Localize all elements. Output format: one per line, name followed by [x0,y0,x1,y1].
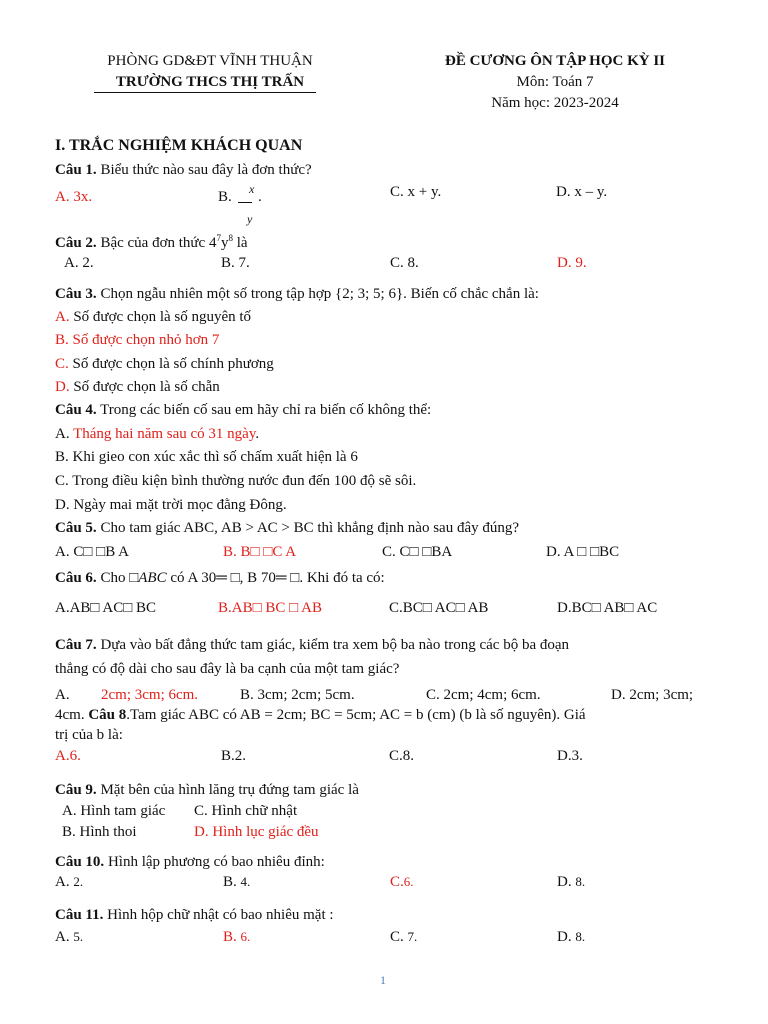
question-label: Câu 3. [55,286,97,302]
q4-option-a [55,426,259,443]
question-text: Bậc của đơn thức 4 [96,235,217,251]
q6-option-b: B.AB□ BC □ AB [218,600,322,616]
option-key: D. [557,929,576,945]
q11-option-b [223,929,250,946]
question-1 [55,162,312,179]
q3-option-d [55,379,220,396]
q1-option-d: D. x – y. [556,184,608,200]
q7-option-b: B. 3cm; 2cm; 5cm. [240,687,355,703]
option-key: D. [557,874,576,890]
option-text: Số được chọn là số chính phương [68,356,274,372]
option-text: 8. [575,874,586,889]
option-end: . [255,426,260,442]
variable: y [220,235,229,251]
q7-option-c: C. 2cm; 4cm; 6cm. [426,687,541,703]
option-key: C. [390,929,408,945]
q9-option-b: B. Hình thoi [62,824,137,840]
q10-option-d [557,874,585,891]
q8-option-a: A.6. [55,748,81,764]
school-name: TRƯỜNG THCS THỊ TRẤN [115,74,305,90]
q2-option-c: C. 8. [390,255,419,271]
q7-option-d-continued: 4cm. [55,707,85,723]
option-text: Số được chọn là số chẵn [69,379,220,395]
q7-option-a-key: A. [55,687,70,703]
question-text: .Tam giác ABC có AB = 2cm; BC = 5cm; AC = b (cm) (b là số nguyên). Giá [126,707,586,723]
q8-option-c: C.8. [389,748,415,764]
q6-option-c: C.BC□ AC□ AB [389,600,489,616]
question-label: Câu 6. [55,570,97,586]
exponent: 8 [228,233,233,243]
option-key: A. [55,309,70,325]
q7-option-a: 2cm; 3cm; 6cm. [101,687,199,703]
question-7 [55,637,569,654]
q11-option-a [55,929,83,946]
option-text: Tháng hai năm sau có 31 ngày [73,426,256,442]
q11-option-d [557,929,585,946]
school-year: Năm học: 2023-2024 [491,95,619,111]
department-name: PHÒNG GD&ĐT VĨNH THUẬN [107,53,313,69]
q4-option-b: B. Khi gieo con xúc xắc thì số chấm xuất hiện là 6 [55,449,358,465]
question-11 [55,907,334,924]
option-text: 6. [403,874,414,889]
option-text: 4. [240,874,251,889]
q6-option-a: A.AB□ AC□ BC [55,600,157,616]
question-label: Câu 2. [55,235,97,251]
option-text: 8. [575,929,586,944]
q9-option-c: C. Hình chữ nhật [194,803,298,819]
question-8-line-2: trị của b là: [55,727,123,743]
q7-option-d: D. 2cm; 3cm; [611,687,694,703]
question-text: Hình hộp chữ nhật có bao nhiêu mặt : [103,907,334,923]
q2-option-b: B. 7. [221,255,250,271]
q9-option-d: D. Hình lục giác đều [194,824,319,840]
option-key: B. [223,929,241,945]
question-text: Cho tam giác ABC, AB > AC > BC thì khẳng định nào sau đây đúng? [96,520,520,536]
question-label: Câu 1. [55,162,97,178]
question-label: Câu 8 [88,707,127,723]
q1-option-c: C. x + y. [390,184,442,200]
q2-option-d: D. 9. [557,255,587,271]
q5-option-b: B. B□ □C A [223,544,297,560]
option-text: 7. [407,929,418,944]
option-label: B. [218,189,232,205]
question-label: Câu 7. [55,637,97,653]
question-6 [55,570,385,587]
q10-option-a [55,874,83,891]
option-key: D. [55,379,70,395]
q8-option-d: D.3. [557,748,583,764]
question-label: Câu 5. [55,520,97,536]
q1-option-b-end: . [258,189,262,205]
q5-option-d: D. A □ □BC [546,544,620,560]
q5-option-c: C. C□ □BA [382,544,453,560]
option-key: A. [55,426,74,442]
fraction-bar [238,202,252,203]
option-text: 2. [73,874,84,889]
question-7-line-2: thẳng có độ dài cho sau đây là ba cạnh của một tam giác? [55,661,400,677]
question-label: Câu 9. [55,782,97,798]
question-text: Biểu thức nào sau đây là đơn thức? [96,162,312,178]
option-text: 5. [73,929,84,944]
question-label: Câu 11. [55,907,104,923]
question-5 [55,520,519,537]
q3-option-c [55,356,274,373]
question-text: Chọn ngẫu nhiên một số trong tập hợp {2; 3; 5; 6}. Biến cố chắc chắn là: [96,286,539,302]
subject-line: Môn: Toán 7 [516,74,594,90]
question-2 [55,233,248,252]
option-key: C. [390,874,404,890]
option-text: 6. [240,929,251,944]
question-10 [55,854,325,871]
q1-option-b [218,189,232,206]
q10-option-b [223,874,250,891]
question-4 [55,402,431,419]
q3-option-b: B. Số được chọn nhỏ hơn 7 [55,332,220,348]
exponent: 7 [216,233,221,243]
q4-option-d: D. Ngày mai mặt trời mọc đằng Đông. [55,497,287,513]
question-text: Cho □ [96,570,139,586]
q10-option-c [390,874,414,891]
option-text: Số được chọn là số nguyên tố [69,309,252,325]
page-number: 1 [380,973,386,987]
section-title: I. TRẮC NGHIỆM KHÁCH QUAN [55,137,303,154]
question-9 [55,782,359,799]
school-underline [94,92,316,93]
option-key: A. [55,929,74,945]
question-text-end: có A 30═ □, B 70═ □. Khi đó ta có: [166,570,385,586]
question-3 [55,286,539,303]
question-text-end: là [232,235,248,251]
question-text: Hình lập phương có bao nhiêu đỉnh: [104,854,325,870]
q1-option-a: A. 3x. [55,189,93,205]
option-key: B. [223,874,241,890]
q9-option-a: A. Hình tam giác [62,803,166,819]
q6-option-d: D.BC□ AB□ AC [557,600,658,616]
q3-option-a [55,309,251,326]
question-text: Trong các biến cố sau em hãy chỉ ra biến cố không thể: [96,402,432,418]
option-key: A. [55,874,74,890]
q5-option-a: A. C□ □B A [55,544,129,560]
q4-option-c: C. Trong điều kiện bình thường nước đun đến 100 độ sẽ sôi. [55,473,417,489]
question-8 [55,707,586,724]
fraction-numerator: x [249,182,255,196]
triangle-name: ABC [138,570,167,586]
question-label: Câu 4. [55,402,97,418]
question-text: Dựa vào bất đẳng thức tam giác, kiểm tra xem bộ ba nào trong các bộ ba đoạn [96,637,570,653]
document-title: ĐỀ CƯƠNG ÔN TẬP HỌC KỲ II [444,53,666,69]
option-key: C. [55,356,69,372]
fraction-denominator: y [247,212,253,226]
question-label: Câu 10. [55,854,105,870]
question-text: Mặt bên của hình lăng trụ đứng tam giác là [96,782,359,798]
q8-option-b: B.2. [221,748,247,764]
q11-option-c [390,929,417,946]
q2-option-a: A. 2. [64,255,94,271]
